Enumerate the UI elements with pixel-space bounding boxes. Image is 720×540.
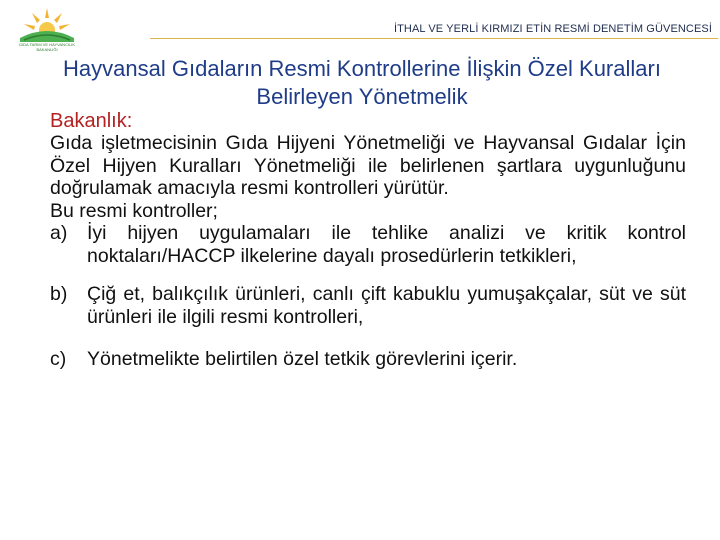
- list-marker: a): [50, 222, 68, 244]
- field-icon: [20, 31, 74, 42]
- content-body: [50, 110, 686, 371]
- list-item: [50, 283, 686, 328]
- ministry-logo: [12, 4, 82, 56]
- header-title: İTHAL VE YERLİ KIRMIZI ETİN RESMİ DENETİM GÜVENCESİ: [393, 23, 712, 35]
- page-title: Hayvansal Gıdaların Resmi Kontrollerine İlişkin Özel Kuralları Belirleyen Yönetmelik: [63, 56, 661, 109]
- paragraph-intro: Gıda işletmecisinin Gıda Hijyeni Yönetmeliği ve Hayvansal Gıdalar İçin Özel Hijyen Kuralları Yönetmeliği ile belirlenen şartlara uygunluğunu doğrulamak amacıyla resmi kontrolleri yürütür.: [50, 132, 686, 199]
- list-item: [50, 348, 686, 371]
- paragraph-lead: Bu resmi kontroller;: [50, 199, 218, 222]
- list-item-text: Yönetmelikte belirtilen özel tetkik görevlerini içerir.: [87, 348, 518, 370]
- logo-caption: GIDA TARIM VE HAYVANCILIK BAKANLIĞI: [18, 42, 76, 52]
- list-item: [50, 222, 686, 267]
- controls-list: [50, 222, 686, 371]
- list-item-text: Çiğ et, balıkçılık ürünleri, canlı çift kabuklu yumuşakçalar, süt ve süt ürünleri ile ilgili resmi kontrolleri,: [87, 283, 686, 328]
- list-item-text: İyi hijyen uygulamaları ile tehlike analizi ve kritik kontrol noktaları/HACCP ilkelerine dayalı prosedürlerin tetkikleri,: [87, 222, 686, 267]
- header-divider: [150, 38, 718, 39]
- section-subtitle: Bakanlık:: [50, 110, 133, 132]
- list-marker: c): [50, 348, 67, 370]
- list-marker: b): [50, 283, 68, 305]
